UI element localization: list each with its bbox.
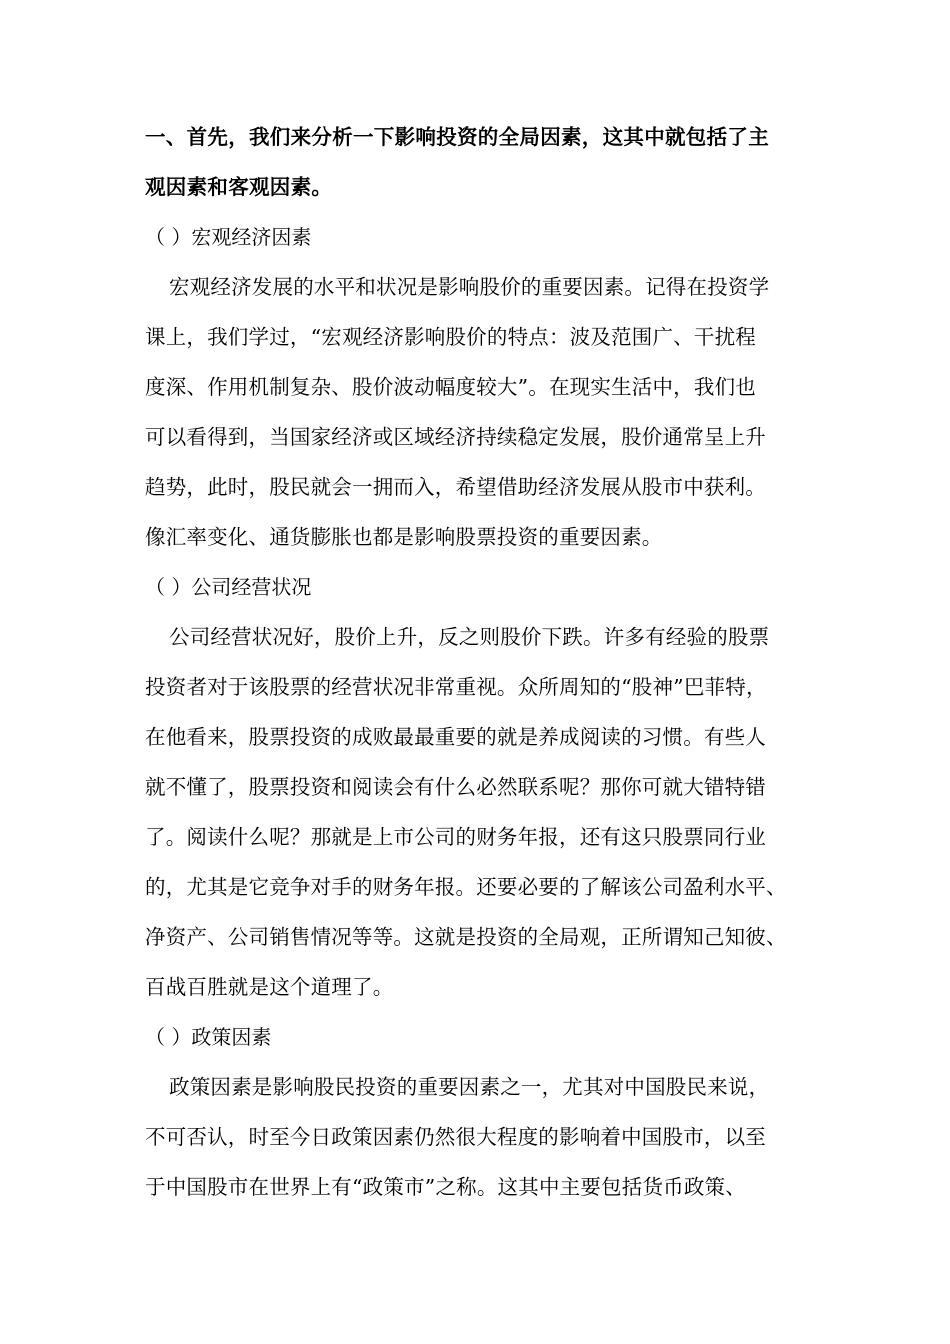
paragraph-line: 净资产、公司销售情况等等。这就是投资的全局观，正所谓知己知彼、: [145, 925, 787, 949]
main-heading: [145, 112, 807, 212]
paragraph-line: 百战百胜就是这个道理了。: [145, 975, 394, 999]
section-3-paragraph: [145, 1062, 807, 1212]
paragraph-line: 像汇率变化、通货膨胀也都是影响股票投资的重要因素。: [145, 525, 663, 549]
paragraph-line: 度深、作用机制复杂、股价波动幅度较大”。在现实生活中，我们也: [145, 375, 756, 399]
paragraph-line: 就不懂了，股票投资和阅读会有什么必然联系呢？那你可就大错特错: [145, 775, 766, 799]
paragraph-line: 不可否认，时至今日政策因素仍然很大程度的影响着中国股市，以至: [145, 1125, 766, 1149]
section-3-title: （ ）政策因素: [145, 1025, 272, 1049]
paragraph-line: 宏观经济发展的水平和状况是影响股价的重要因素。记得在投资学: [169, 275, 770, 299]
section-1-title: （ ）宏观经济因素: [145, 225, 312, 249]
paragraph-line: 了。阅读什么呢？那就是上市公司的财务年报，还有这只股票同行业: [145, 825, 766, 849]
main-heading-line-1: 一、首先，我们来分析一下影响投资的全局因素，这其中就包括了主: [145, 125, 769, 149]
paragraph-line: 在他看来，股票投资的成败最最重要的就是养成阅读的习惯。有些人: [145, 725, 766, 749]
paragraph-line: 可以看得到，当国家经济或区域经济持续稳定发展，股价通常呈上升: [145, 425, 766, 449]
main-heading-line-2: 观因素和客观因素。: [145, 175, 333, 199]
text-column: [145, 112, 807, 1212]
paragraph-line: 趋势，此时，股民就会一拥而入，希望借助经济发展从股市中获利。: [145, 475, 766, 499]
section-1-paragraph: [145, 262, 807, 562]
paragraph-line: 于中国股市在世界上有“政策市”之称。这其中主要包括货币政策、: [145, 1175, 746, 1199]
paragraph-line: 政策因素是影响股民投资的重要因素之一，尤其对中国股民来说，: [169, 1075, 770, 1099]
paragraph-line: 的，尤其是它竞争对手的财务年报。还要必要的了解该公司盈利水平、: [145, 875, 787, 899]
paragraph-line: 投资者对于该股票的经营状况非常重视。众所周知的“股神”巴菲特，: [145, 675, 767, 699]
section-2-title: （ ）公司经营状况: [145, 575, 312, 599]
paragraph-line: 公司经营状况好，股价上升，反之则股价下跌。许多有经验的股票: [169, 625, 770, 649]
paragraph-line: 课上，我们学过，“宏观经济影响股价的特点：波及范围广、干扰程: [145, 325, 756, 349]
section-2-paragraph: [145, 612, 807, 1012]
